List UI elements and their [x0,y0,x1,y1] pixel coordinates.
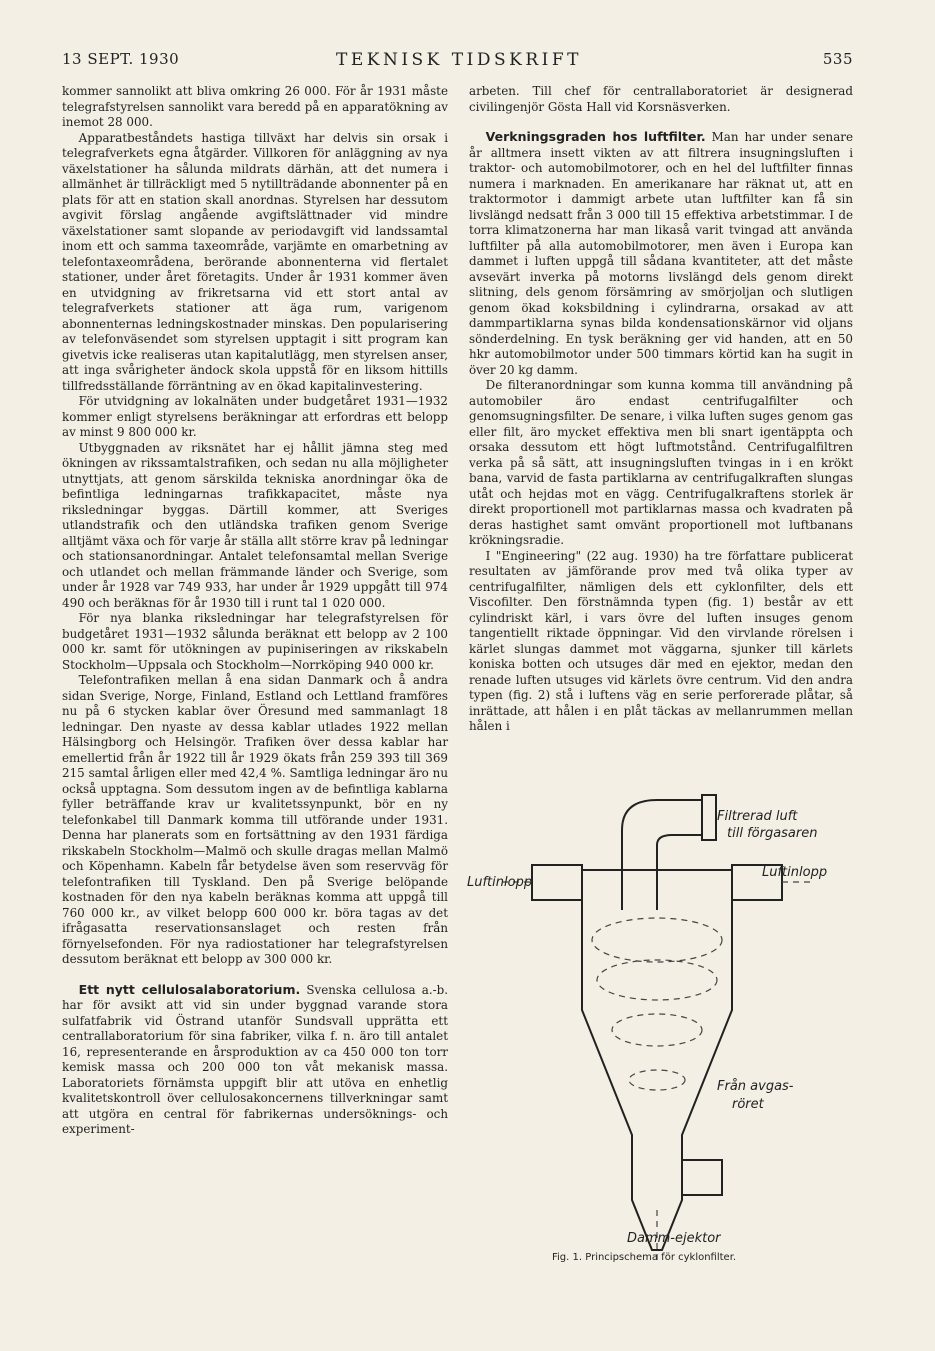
paragraph: I "Engineering" (22 aug. 1930) ha tre författare publicerat resultaten av jämförande prov med två olika typer av centrifugalfilter, nämligen dels ett cyklonfilter, dels ett Viscofilter. Den förstnämnda typen (fig. 1) består av ett cylindriskt kärl, i vars övre del luften insuges genom tangentiellt riktade öppningar. Vid den virvlande rörelsen i kärlet slungas dammet mot väggarna, sjunker till kärlets koniska botten och utsuges där med en ejektor, medan den renade luften utsuges vid kärlets övre centrum. Vid den andra typen (fig. 2) stå i luftens väg en serie perforerade plåtar, så inrättade, att hålen i en plåt täckas av mellanrummen mellan hålen i [469,548,853,733]
cyclone-body [582,870,732,1250]
paragraph: Utbyggnaden av riksnätet har ej hållit jämna steg med ökningen av rikssamtalstrafiken, och sedan nu alla möjligheter utnyttjats, att genom särskilda tekniska anordningar öka de befintliga ledningarnas trafikkapacitet, måste nya riksledningar byggas. Därtill kommer, att Sveriges utlandstrafik och den utländska trafiken genom Sverige alltjämt växa och för varje år ställa allt större krav på ledningar och stationsanordningar. Antalet telefonsamtal mellan Sverige och utlandet och mellan främmande länder och Sverige, som under år 1928 var 749 933, har under år 1929 uppgått till 974 490 och beräknas för år 1930 till i runt tal 1 020 000. [62,440,448,610]
page-number: 535 [822,50,853,68]
label-air-inlet-left: Luftinlopp [467,875,533,890]
section-paragraph [469,129,853,378]
paragraph: Telefontrafiken mellan å ena sidan Danmark och å andra sidan Sverige, Norge, Finland, Estland och Lettland framföres nu på 6 stycken kablar över Öresund med sammanlagt 18 ledningar. Den nyaste av dessa kablar utlades 1922 mellan Hälsingborg och Helsingör. Trafiken över dessa kablar har emellertid från år 1922 till år 1929 ökats från 259 393 till 369 215 samtal årligen eller med 42,4 %. Samtliga ledningar äro nu också upptagna. Som dessutom ingen av de befintliga kablarna fyller beträffande krav ur kvalitetssynpunkt, bör en ny telefonkabel till Danmark komma till utförande under 1931. Denna har planerats som en fortsättning av den 1931 färdiga rikskabeln Stockholm—Malmö och skulle dragas mellan Malmö och Köpenhamn. Kabeln får betydelse även som reservväg för telefontrafiken till Tyskland. Den på Sverige belöpande kostnaden för den nya kabeln beräknas komma att uppgå till 760 000 kr., av vilket belopp 600 000 kr. böra tagas av det ifrågasatta reservationsanslaget och resten från förnyelsefonden. För nya radiostationer har telegrafstyrelsen dessutom beräknat ett belopp av 300 000 kr. [62,673,448,966]
section-text: Man har under senare år alltmera insett vikten av att filtrera insugningsluften i traktor- och automobilmotorer, och en hel del luftfilter finnas numera i marknaden. En amerikanare har räknat ut, att en traktormotor i dammigt arbete utan luftfilter kan få sin livslängd nedsatt från 3 000 till 15 effektiva arbetstimmar. I de torra klimatzonerna har man likaså varit tvingad att använda luftfilter på alla automobilmotorer, men även i Europa kan dammet i luften uppgå till sådana kvantiteter, att det måste avsevärt inverka på motorns livslängd dels genom direkt slitning, dels genom försämring av smörjoljan och slutligen genom ökad koksbildning i cylindrarna, orsakad av att dammpartiklarna synas bilda kondensationskärnor vid oljans sönderdelning. En tysk beräkning ger vid handen, att en 50 hkr automobilmotor under 500 timmars körtid kan ha sugit in över 20 kg damm. [469,130,854,377]
outlet-pipe-outer [622,800,702,910]
outlet-pipe-inner [657,835,702,910]
paragraph: De filteranordningar som kunna komma till användning på automobiler äro endast centrifugalfilter och genomsugningsfilter. De senare, i vilka luften suges genom gas eller filt, äro mycket effektiva men bli snart igentäppta och orsaka dessutom ett högt luftmotstånd. Centrifugalfiltren verka på så sätt, att insugningsluften tvingas in i en krökt bana, varvid de fasta partiklarna av centrifugalkraften slungas utåt och hejdas mot en vägg. Centrifugalkraftens storlek är direkt proportionell mot partiklarnas massa och kvadraten på deras hastighet samt omvänt proportionell mot luftbanans krökningsradie. [469,378,853,547]
outlet-flange [702,795,716,840]
inlet-left [532,865,582,900]
right-column [469,84,853,735]
paragraph: Apparatbeståndets hastiga tillväxt har delvis sin orsak i telegrafverkets egna åtgärder. Villkoren för anläggning av nya växelstationer ha sålunda mildrats därhän, att det numera i allmänhet är tillräckligt med 5 nytillträdande abonnenter på en plats för att en station skall anordnas. Styrelsen har dessutom avgivit förslag angående avgiftslättnader vid mindre växelstationer samt slopande av periodavgift vid landssamtal inom ett och samma taxeområde, varjämte en omarbetning av telefontaxeområdena, berörande abonnenterna vid flertalet stationer, under året företagits. Under år 1931 kommer även en utvidgning av frikretsarna vid ett stort antal av telegrafverkets stationer att äga rum, varigenom abonnenternas ledningskostnader minskas. Den popularisering av telefonväsendet som styrelsen upptagit i sitt program kan givetvis icke realiseras utan kapitalutlägg, men styrelsen anser, att inga svårigheter ändock skola uppstå för en liksom hittills tillfredsställande förräntning av en ökad kapitalinvestering. [62,130,448,393]
paragraph: kommer sannolikt att bliva omkring 26 000. För år 1931 måste telegrafstyrelsen sannolikt vara beredd på en apparatökning av inemot 28 000. [62,84,448,129]
paragraph: För utvidgning av lokalnäten under budgetåret 1931—1932 kommer enligt styrelsens beräkningar att erfordras ett belopp av minst 9 800 000 kr. [62,394,448,439]
issue-date: 13 SEPT. 1930 [62,50,180,68]
cyclone-filter-figure [462,790,862,1280]
label-filtered-air-line1: Filtrerad luft [717,809,798,824]
exhaust-pipe [682,1160,722,1195]
paragraph: arbeten. Till chef för centrallaboratoriet är designerad civilingenjör Gösta Hall vid Korsnäsverken. [469,84,853,114]
paragraph: För nya blanka riksledningar har telegrafstyrelsen för budgetåret 1931—1932 sålunda beräknat ett belopp av 2 100 000 kr. samt för utökningen av pupiniseringen av rikskabeln Stockholm—Uppsala och Stockholm—Norrköping 940 000 kr. [62,611,448,672]
label-air-inlet-right: Luftinlopp [762,865,828,880]
label-dust-ejector: Damm-ejektor [627,1231,721,1246]
label-filtered-air-line2: till förgasaren [727,826,818,841]
figure-caption: Fig. 1. Principschema för cyklonfilter. [552,1252,737,1263]
section-paragraph [62,982,448,1138]
label-from-exhaust-line1: Från avgas- [717,1079,794,1094]
cyclone-filter-diagram [462,790,862,1265]
left-column [62,84,448,1138]
section-heading: Ett nytt cellulosalaboratorium. [78,981,301,997]
journal-title: TEKNISK TIDSKRIFT [336,50,582,70]
section-text: Svenska cellulosa a.-b. har för avsikt att vid sin under byggnad varande stora sulfatfabrik vid Östrand utanför Sundsvall upprätta ett centrallaboratorium för sina fabriker, vilka f. n. äro till antalet 16, representerande en årsproduktion av ca 450 000 ton torr kemisk massa och 200 000 ton våt mekanisk massa. Laboratoriets förnämsta uppgift blir att utöva en enhetlig kvalitetskontroll över cellulosakoncernens tillverkningar samt att utgöra en central för fabrikernas undersöknings- och experiment- [62,982,449,1136]
label-from-exhaust-line2: röret [732,1097,764,1112]
section-heading: Verkningsgraden hos luftfilter. [485,129,706,144]
